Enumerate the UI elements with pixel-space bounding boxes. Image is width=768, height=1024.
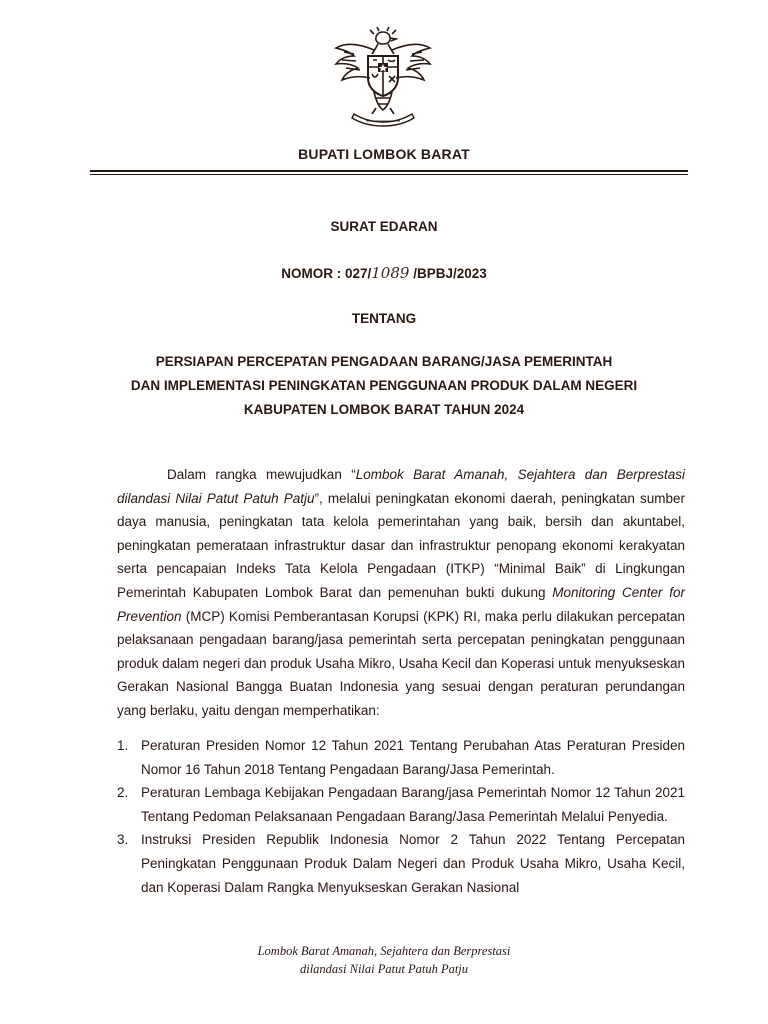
subject-line: KABUPATEN LOMBOK BARAT TAHUN 2024 xyxy=(243,402,525,417)
list-item-text: Instruksi Presiden Republik Indonesia Nomor 2 Tahun 2022 Tentang Percepatan Peningkatan Penggunaan Produk Dalam Negeri dan Produk Usaha Mikro, Usaha Kecil, dan Koperasi Dalam Rangka Menyukseskan Gerakan Nasional xyxy=(141,832,685,895)
footer-motto xyxy=(0,942,768,978)
regulation-list xyxy=(117,734,685,899)
list-item-number: 1. xyxy=(117,738,129,753)
document-type: SURAT EDARAN xyxy=(330,219,438,234)
body-text xyxy=(117,463,685,723)
footer-line: Lombok Barat Amanah, Sejahtera dan Berprestasi xyxy=(257,944,511,958)
intro-motto: Lombok Barat Amanah, Sejahtera dan Berprestasi dilandasi Nilai Patut Patuh Patju xyxy=(117,467,685,506)
document-number-suffix: /BPBJ/2023 xyxy=(409,266,487,281)
about-label: TENTANG xyxy=(351,311,417,326)
header-divider-thin xyxy=(90,174,688,175)
intro-paragraph xyxy=(117,463,685,723)
list-item xyxy=(117,734,685,781)
subject-line: PERSIAPAN PERCEPATAN PENGADAAN BARANG/JASA PEMERINTAH xyxy=(155,354,613,369)
document-number-prefix: NOMOR : 027/ xyxy=(281,266,372,281)
footer-line: dilandasi Nilai Patut Patuh Patju xyxy=(299,962,469,976)
list-item-number: 2. xyxy=(117,785,129,801)
intro-text-middle: ”, melalui peningkatan ekonomi daerah, peningkatan sumber daya manusia, peningkatan tata kelola pemerintahan yang baik, bersih dan akuntabel, peningkatan pemerataan infrastruktur dasar dan infrastruktur penopang ekonomi kerakyatan serta pencapaian Indeks Tata Kelola Pengadaan (ITKP) “Minimal Baik” di Lingkungan Pemerintah Kabupaten Lombok Barat dan pemenuhan bukti dukung xyxy=(117,490,685,600)
list-item xyxy=(117,828,685,899)
subject-line: DAN IMPLEMENTASI PENINGKATAN PENGGUNAAN PRODUK DALAM NEGERI xyxy=(130,378,638,393)
list-item-number: 3. xyxy=(117,832,129,848)
list-item-text: Peraturan Lembaga Kebijakan Pengadaan Barang/jasa Pemerintah Nomor 12 Tahun 2021 Tentang Pedoman Pelaksanaan Pengadaan Barang/Jasa Pemerintah Melalui Penyedia. xyxy=(141,785,685,824)
intro-text-end: (MCP) Komisi Pemberantasan Korupsi (KPK) RI, maka perlu dilakukan percepatan pelaksanaan pengadaan barang/jasa pemerintah serta percepatan peningkatan penggunaan produk dalam negeri dan produk Usaha Mikro, Usaha Kecil dan Koperasi untuk menyukseskan Gerakan Nasional Bangga Buatan Indonesia yang sesuai dengan peraturan perundangan yang berlaku, yaitu dengan memperhatikan: xyxy=(117,608,685,718)
mcp-term: Monitoring Center for Prevention xyxy=(117,584,685,624)
list-item-text: Peraturan Presiden Nomor 12 Tahun 2021 Tentang Perubahan Atas Peraturan Presiden Nomor 16 Tahun 2018 Tentang Pengadaan Barang/Jasa Pemerintah. xyxy=(141,738,685,777)
document-number xyxy=(0,264,768,282)
header-divider-thick xyxy=(90,170,688,172)
list-item xyxy=(117,781,685,828)
issuing-authority: BUPATI LOMBOK BARAT xyxy=(298,146,470,162)
handwritten-number: 1089 xyxy=(371,264,410,282)
garuda-emblem-icon xyxy=(330,26,436,132)
subject-title xyxy=(0,350,768,422)
intro-text-start: Dalam rangka mewujudkan “ xyxy=(167,467,356,482)
